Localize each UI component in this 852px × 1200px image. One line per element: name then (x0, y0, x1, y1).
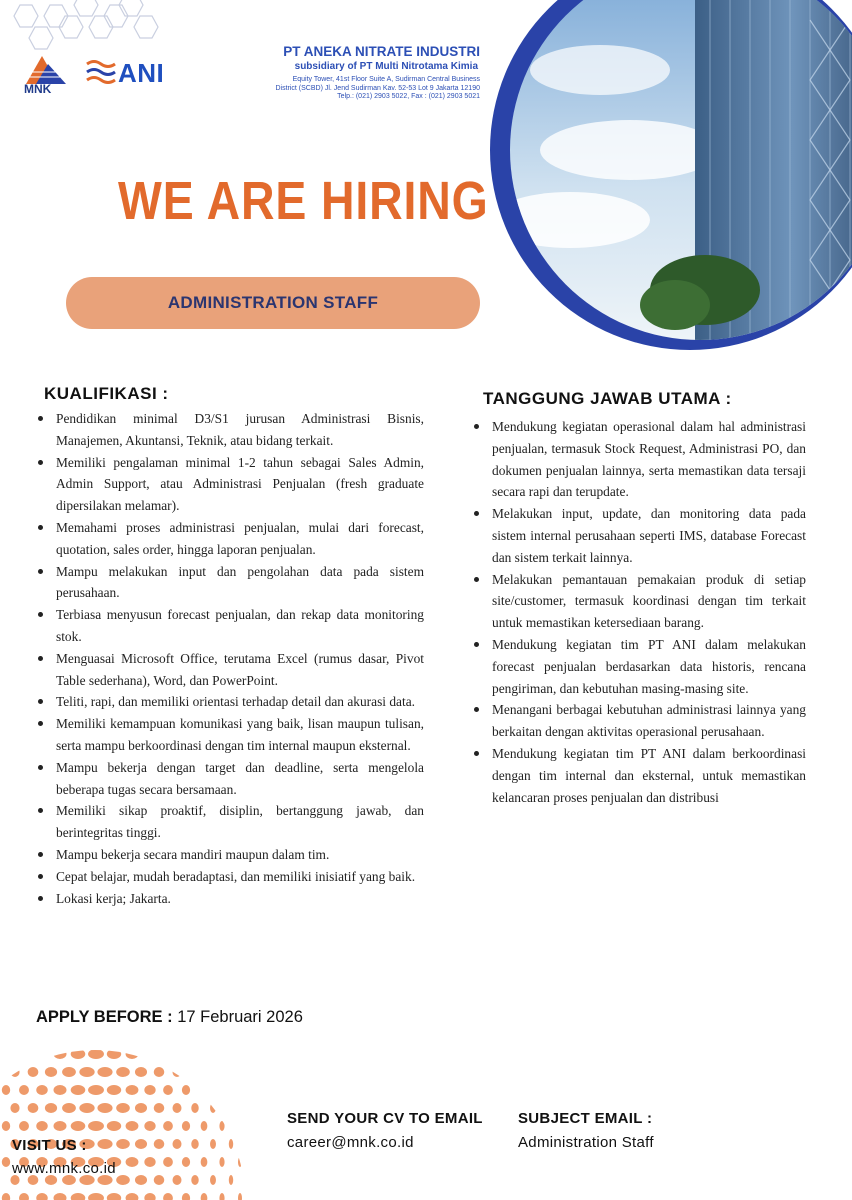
decor-dot (71, 1085, 86, 1095)
decor-dot (71, 1049, 86, 1059)
decor-dot (247, 1067, 250, 1077)
ani-wave-icon (86, 58, 116, 86)
list-item: Terbiasa menyusun forecast penjualan, dan rekap data monitoring stok. (36, 604, 424, 648)
decor-dot (219, 1193, 224, 1200)
decor-dot (201, 1121, 208, 1131)
address-line: Equity Tower, 41st Floor Suite A, Sudirman Central Business (292, 76, 480, 83)
decor-dot (36, 1121, 47, 1131)
decor-dot (36, 1049, 47, 1059)
decor-dot (182, 1121, 190, 1131)
decor-dot (154, 1175, 165, 1185)
list-item: Cepat belajar, mudah beradaptasi, dan memiliki inisiatif yang baik. (36, 866, 424, 888)
decor-dot (219, 1121, 224, 1131)
qualifications-title: KUALIFIKASI : (44, 384, 169, 403)
decor-dot (191, 1175, 198, 1185)
list-item: Pendidikan minimal D3/S1 jurusan Administrasi Bisnis, Manajemen, Akuntansi, Teknik, atau bidang terkait. (36, 408, 424, 452)
decor-dot (172, 1139, 181, 1149)
position-badge (66, 277, 480, 329)
decor-dot (19, 1193, 29, 1200)
decor-dot (191, 1139, 198, 1149)
decor-dot (28, 1103, 39, 1113)
decor-dot (19, 1121, 29, 1131)
company-subsidiary: subsidiary of PT Multi Nitrotama Kimia (294, 61, 478, 72)
decor-dot (154, 1067, 165, 1077)
decor-dot (2, 1193, 10, 1200)
company-name: PT ANEKA NITRATE INDUSTRI (283, 44, 480, 59)
decor-dot (116, 1175, 130, 1185)
decor-dot (163, 1193, 173, 1200)
ani-logo-text: ANI (118, 58, 165, 88)
list-item: Mendukung kegiatan operasional dalam hal administrasi penjualan, termasuk Stock Request, Administrasi PO, dan dokumen penjualan lainnya, serta memastikan data tersaji secara rapi dan terupdate. (472, 416, 806, 503)
apply-date: 17 Februari 2026 (177, 1008, 303, 1026)
list-item: Memiliki kemampuan komunikasi yang baik, lisan maupun tulisan, serta mampu berkoordinasi dengan tim internal maupun eksternal. (36, 713, 424, 757)
subject-value: Administration Staff (518, 1134, 654, 1151)
decor-dot (71, 1121, 86, 1131)
decor-dot (238, 1085, 242, 1095)
decor-dot (154, 1139, 165, 1149)
decor-dot (10, 1103, 19, 1113)
decor-dot (107, 1193, 121, 1200)
qualifications-list (36, 408, 424, 909)
decor-dot (88, 1049, 104, 1059)
decor-dot (126, 1049, 139, 1059)
decor-dot (62, 1067, 76, 1077)
decor-dot (10, 1067, 19, 1077)
decor-dot (210, 1139, 216, 1149)
decor-dot (135, 1175, 147, 1185)
decor-dot (116, 1103, 130, 1113)
decor-dot (126, 1121, 139, 1131)
decor-dot (2, 1085, 10, 1095)
decor-dot (71, 1193, 86, 1200)
decor-dot (88, 1085, 104, 1095)
decor-dot (97, 1139, 112, 1149)
decor-dot (135, 1103, 147, 1113)
list-item: Memiliki sikap proaktif, disiplin, bertanggung jawab, dan berintegritas tinggi. (36, 800, 424, 844)
list-item: Mampu melakukan input dan pengolahan data pada sistem perusahaan. (36, 561, 424, 605)
decor-dot (247, 1175, 250, 1185)
decor-dot (154, 1103, 165, 1113)
decor-dot (172, 1067, 181, 1077)
subject-label: SUBJECT EMAIL : (518, 1110, 653, 1127)
visit-label: VISIT US : (12, 1137, 87, 1154)
decor-dot (182, 1049, 190, 1059)
address-line: District (SCBD) Jl. Jend Sudirman Kav. 52-53 Lot 9 Jakarta 12190 (275, 84, 480, 92)
decor-dot (97, 1103, 112, 1113)
decor-dot (144, 1157, 155, 1167)
list-item: Memiliki pengalaman minimal 1-2 tahun sebagai Sales Admin, Admin Support, atau Administrasi Penjualan (fresh graduate dipersilakan melamar). (36, 452, 424, 517)
decor-dot (247, 1103, 250, 1113)
decor-dot (210, 1175, 216, 1185)
decor-dot (229, 1067, 233, 1077)
company-address (240, 76, 480, 102)
address-line: Telp.: (021) 2903 5022, Fax : (021) 2903 5021 (337, 93, 480, 101)
decor-dot (191, 1067, 198, 1077)
decor-dot (201, 1157, 208, 1167)
decor-dot (107, 1049, 121, 1059)
responsibilities-list (472, 416, 806, 808)
decor-dot (62, 1103, 76, 1113)
list-item: Melakukan pemantauan pemakaian produk di setiap site/customer, termasuk koordinasi dengan tim terkait untuk memastikan ketersediaan barang. (472, 569, 806, 634)
list-item: Memahami proses administrasi penjualan, mulai dari forecast, quotation, sales order, hingga laporan penjualan. (36, 517, 424, 561)
decor-dot (182, 1193, 190, 1200)
decor-dot (135, 1067, 147, 1077)
list-item: Lokasi kerja; Jakarta. (36, 888, 424, 910)
list-item: Menguasai Microsoft Office, terutama Excel (rumus dasar, Pivot Table sederhana), Word, dan PowerPoint. (36, 648, 424, 692)
hiring-headline: WE ARE HIRING (118, 171, 489, 231)
decor-dot (97, 1067, 112, 1077)
decor-dot (210, 1067, 216, 1077)
decor-dot (116, 1139, 130, 1149)
apply-label: APPLY BEFORE : (36, 1008, 173, 1026)
decor-dot (107, 1121, 121, 1131)
decor-dot (144, 1049, 155, 1059)
decor-dot (182, 1085, 190, 1095)
decor-dot (79, 1103, 94, 1113)
decor-dot (191, 1103, 198, 1113)
decor-dot (201, 1049, 208, 1059)
decor-dot (36, 1085, 47, 1095)
decor-dot (116, 1067, 130, 1077)
cv-email-link[interactable]: career@mnk.co.id (287, 1134, 414, 1151)
decor-dot (135, 1139, 147, 1149)
decor-dot (163, 1049, 173, 1059)
decor-dot (229, 1175, 233, 1185)
decor-dot (88, 1121, 104, 1131)
decor-dot (229, 1103, 233, 1113)
decor-dot (45, 1103, 57, 1113)
list-item: Mendukung kegiatan tim PT ANI dalam melakukan forecast penjualan berdasarkan data historis, rencana pengiriman, dan kebutuhan masing-masing site. (472, 634, 806, 699)
decor-dot (163, 1157, 173, 1167)
decor-dot (219, 1085, 224, 1095)
list-item: Menangani berbagai kebutuhan administrasi lainnya yang berkaitan dengan aktivitas operasional perusahaan. (472, 699, 806, 743)
decor-dot (163, 1085, 173, 1095)
position-title: ADMINISTRATION STAFF (167, 293, 379, 312)
decor-dot (238, 1157, 242, 1167)
decor-dot (19, 1049, 29, 1059)
decor-dot (2, 1157, 10, 1167)
decor-dot (182, 1157, 190, 1167)
decor-dot (144, 1085, 155, 1095)
decor-dot (201, 1085, 208, 1095)
decor-dot (238, 1049, 242, 1059)
decor-dot (219, 1049, 224, 1059)
list-item: Melakukan input, update, dan monitoring data pada sistem internal perusahaan seperti IMS, database Forecast dan sistem terkait lainnya. (472, 503, 806, 568)
decor-dot (53, 1193, 66, 1200)
decor-dot (2, 1121, 10, 1131)
decor-dot (53, 1049, 66, 1059)
responsibilities-title: TANGGUNG JAWAB UTAMA : (483, 389, 732, 408)
decor-dot (219, 1157, 224, 1167)
decor-dot (126, 1085, 139, 1095)
decor-dot (79, 1067, 94, 1077)
decor-dot (201, 1193, 208, 1200)
cv-email-label: SEND YOUR CV TO EMAIL (287, 1110, 483, 1127)
list-item: Mampu bekerja secara mandiri maupun dalam tim. (36, 844, 424, 866)
decor-dot (172, 1103, 181, 1113)
decor-dot (144, 1193, 155, 1200)
decor-dot (126, 1193, 139, 1200)
mnk-logo-text: MNK (24, 82, 52, 96)
website-link[interactable]: www.mnk.co.id (12, 1160, 116, 1177)
decor-dot (88, 1193, 104, 1200)
decor-dot (53, 1121, 66, 1131)
decor-dot (210, 1103, 216, 1113)
decor-dot (163, 1121, 173, 1131)
decor-dot (28, 1067, 39, 1077)
decor-dot (19, 1085, 29, 1095)
decor-dot (247, 1139, 250, 1149)
decor-dot (45, 1067, 57, 1077)
decor-dot (107, 1085, 121, 1095)
decor-dot (36, 1193, 47, 1200)
decor-dot (126, 1157, 139, 1167)
decor-dot (53, 1085, 66, 1095)
list-item: Mampu bekerja dengan target dan deadline, serta mengelola beberapa tugas secara bersamaan. (36, 757, 424, 801)
apply-deadline (36, 1008, 303, 1027)
decor-dot (238, 1121, 242, 1131)
decor-dot (172, 1175, 181, 1185)
decor-dot (229, 1139, 233, 1149)
decor-dot (2, 1049, 10, 1059)
decor-dot (238, 1193, 242, 1200)
list-item: Mendukung kegiatan tim PT ANI dalam berkoordinasi dengan tim internal dan eksternal, untuk memastikan kelancaran proses penjualan dan distribusi (472, 743, 806, 808)
decor-dot (144, 1121, 155, 1131)
list-item: Teliti, rapi, dan memiliki orientasi terhadap detail dan akurasi data. (36, 691, 424, 713)
